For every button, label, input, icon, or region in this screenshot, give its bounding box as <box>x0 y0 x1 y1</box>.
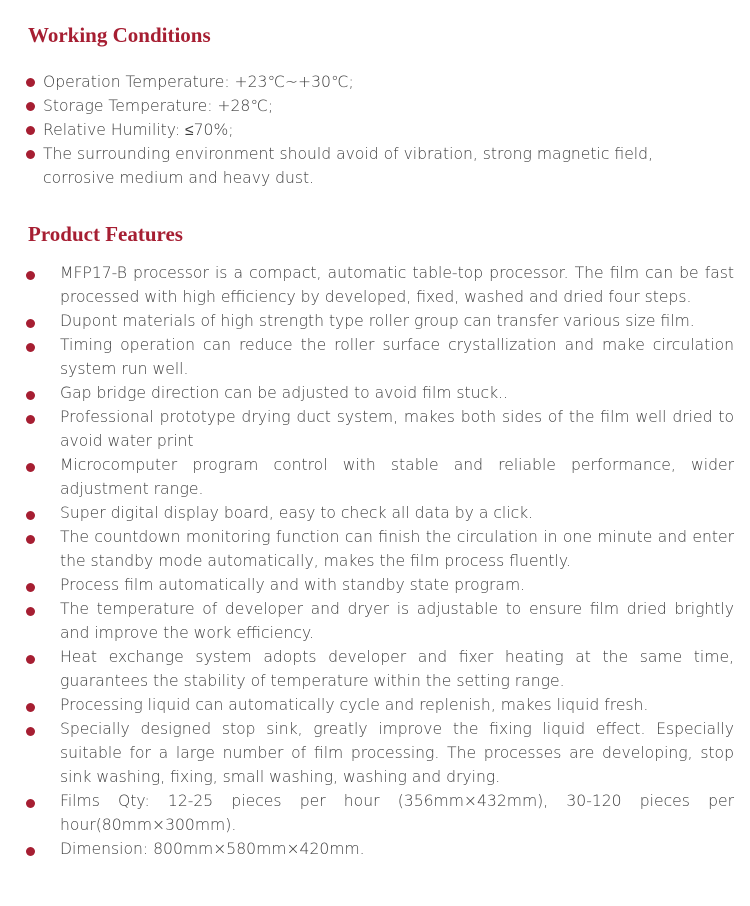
list-item-text: Microcomputer program control with stable and reliable performance, wider adjustment range. <box>60 456 734 498</box>
list-item <box>26 525 734 573</box>
bullet-dot-icon <box>26 511 35 520</box>
bullet-dot-icon <box>26 727 35 736</box>
bullet-dot-icon <box>26 535 35 544</box>
list-item-text: Storage Temperature: +28℃; <box>43 97 274 115</box>
list-item <box>26 70 726 94</box>
list-item <box>26 789 734 837</box>
product-features-list <box>26 261 734 861</box>
bullet-dot-icon <box>26 847 35 856</box>
list-item <box>26 837 734 861</box>
list-item-text: Process film automatically and with standby state program. <box>60 576 526 594</box>
bullet-dot-icon <box>26 703 35 712</box>
list-item-text: Gap bridge direction can be adjusted to avoid film stuck.. <box>60 384 509 402</box>
bullet-dot-icon <box>26 583 35 592</box>
list-item-text: Specially designed stop sink, greatly improve the fixing liquid effect. Especially suitable for a large number of film processing. The processes are developing, stop sink washing, fixing, small washing, washing and drying. <box>60 720 734 786</box>
bullet-dot-icon <box>26 271 35 280</box>
list-item-text: Dimension: 800mm×580mm×420mm. <box>60 840 365 858</box>
bullet-dot-icon <box>26 150 35 159</box>
bullet-dot-icon <box>26 607 35 616</box>
list-item <box>26 693 734 717</box>
list-item-text: Films Qty: 12-25 pieces per hour (356mm×432mm), 30-120 pieces per hour(80mm×300mm). <box>60 792 734 834</box>
bullet-dot-icon <box>26 391 35 400</box>
list-item-text: The temperature of developer and dryer is adjustable to ensure film dried brightly and improve the work efficiency. <box>60 600 734 642</box>
list-item-text: Operation Temperature: +23℃~+30℃; <box>43 73 354 91</box>
bullet-dot-icon <box>26 102 35 111</box>
list-item <box>26 333 734 381</box>
working-conditions-heading: Working Conditions <box>28 23 211 47</box>
bullet-dot-icon <box>26 126 35 135</box>
list-item <box>26 118 726 142</box>
list-item <box>26 597 734 645</box>
list-item-text: The countdown monitoring function can finish the circulation in one minute and enter the standby mode automatically, makes the film process fluently. <box>60 528 734 570</box>
list-item <box>26 717 734 789</box>
list-item <box>26 405 734 453</box>
list-item <box>26 645 734 693</box>
list-item-text: Professional prototype drying duct system, makes both sides of the film well dried to avoid water print <box>60 408 734 450</box>
list-item <box>26 381 734 405</box>
list-item-text: Dupont materials of high strength type roller group can transfer various size film. <box>60 312 695 330</box>
list-item <box>26 94 726 118</box>
list-item <box>26 142 726 190</box>
bullet-dot-icon <box>26 343 35 352</box>
list-item-text: Timing operation can reduce the roller surface crystallization and make circulation system run well. <box>60 336 734 378</box>
working-conditions-list <box>26 70 726 190</box>
list-item-text: MFP17-B processor is a compact, automatic table-top processor. The film can be fast processed with high efficiency by developed, fixed, washed and dried four steps. <box>60 264 734 306</box>
bullet-dot-icon <box>26 655 35 664</box>
list-item <box>26 453 734 501</box>
bullet-dot-icon <box>26 463 35 472</box>
list-item <box>26 501 734 525</box>
list-item <box>26 573 734 597</box>
list-item-text: Heat exchange system adopts developer and fixer heating at the same time, guarantees the stability of temperature within the setting range. <box>60 648 734 690</box>
list-item-text: The surrounding environment should avoid of vibration, strong magnetic field, corrosive medium and heavy dust. <box>43 145 653 187</box>
bullet-dot-icon <box>26 799 35 808</box>
list-item <box>26 261 734 309</box>
bullet-dot-icon <box>26 319 35 328</box>
list-item <box>26 309 734 333</box>
bullet-dot-icon <box>26 78 35 87</box>
product-features-heading: Product Features <box>28 222 183 246</box>
list-item-text: Processing liquid can automatically cycle and replenish, makes liquid fresh. <box>60 696 649 714</box>
list-item-text: Super digital display board, easy to check all data by a click. <box>60 504 534 522</box>
bullet-dot-icon <box>26 415 35 424</box>
list-item-text: Relative Humility: ≤70%; <box>43 121 234 139</box>
